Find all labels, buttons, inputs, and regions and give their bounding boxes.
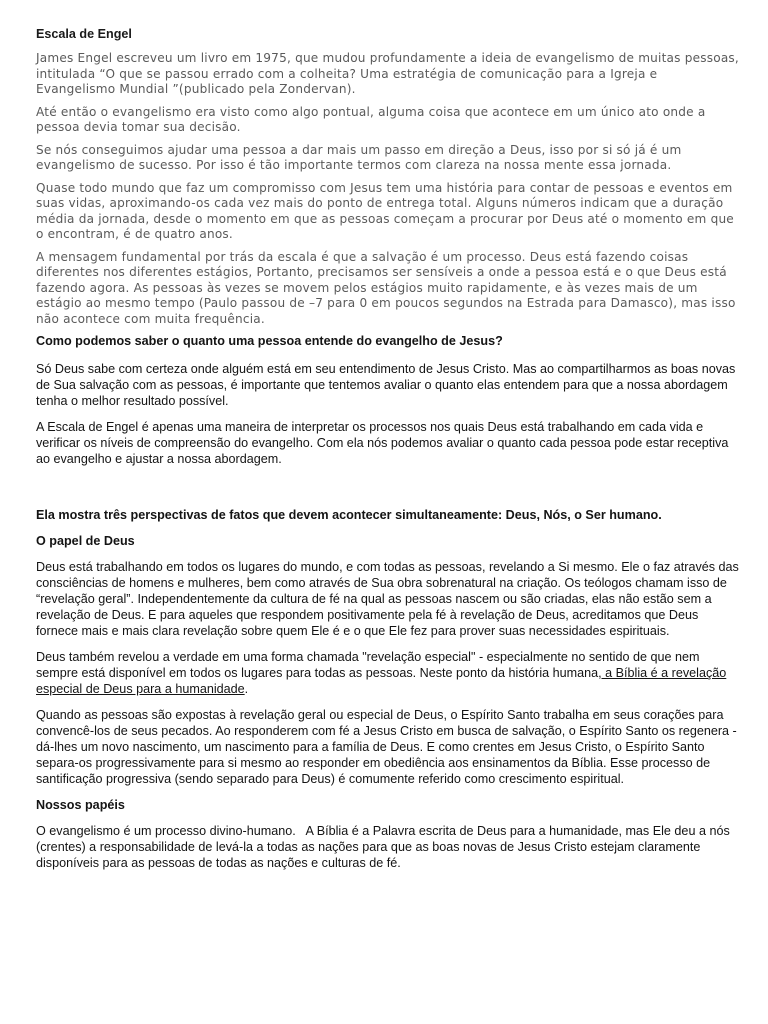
paragraph-holy-spirit: Quando as pessoas são expostas à revelação geral ou especial de Deus, o Espírito Santo trabalha em seus corações para convencê-los de seus pecados. Ao responderem com fé a Jesus Cristo em busca de salvação, o Espírito Santo os regenera - dá-lhes um novo nascimento, um nascimento para a família de Deus. E como crentes em Jesus Cristo, o Espírito Santo separa-os progressivamente para si mesmo ao responder em obediência aos ensinamentos da Bíblia. Esse processo de santificação progressiva (sendo separado para Deus) é comumente referido como crescimento espiritual.	[36, 708, 737, 786]
blank-line	[36, 475, 740, 507]
special-revelation-text: Deus também revelou a verdade em uma forma chamada "revelação especial" - especialmente no sentido de que nem sempre está disponível em todos os lugares para todas as pessoas. Neste ponto da história humana	[36, 650, 700, 680]
role-of-god-heading: O papel de Deus	[36, 534, 135, 548]
document-title: Escala de Engel	[36, 27, 132, 41]
perspectives-heading: Ela mostra três perspectivas de fatos que devem acontecer simultaneamente: Deus, Nós, o Ser humano.	[36, 508, 662, 522]
paragraph-evangelism-pontual: Até então o evangelismo era visto como algo pontual, alguma coisa que acontece em um único ato onde a pessoa devia tomar sua decisão.	[36, 104, 706, 134]
paragraph-god-working: Deus está trabalhando em todos os lugares do mundo, e com todas as pessoas, revelando a Si mesmo. Ele o faz através das consciências de homens e mulheres, bem como através de Sua obra sobrenatural na criação. Os teólogos chamam isso de “revelação geral”. Independentemente da cultura de fé na qual as pessoas nascem ou são criadas, elas não estão sem a revelação de Deus. E para aqueles que respondem positivamente pela fé à revelação de Deus, acreditamos que Deus fornece mais e mais clara revelação sobre quem Ele é e o que Ele fez para prover suas necessidades espirituais.	[36, 560, 739, 638]
paragraph-engel-scale: A Escala de Engel é apenas uma maneira de interpretar os processos nos quais Deus está trabalhando em cada vida e verificar os níveis de compreensão do evangelho. Com ela nós podemos avaliar o quanto cada pessoa pode estar receptiva ao evangelho e ajustar a nossa abordagem.	[36, 420, 729, 466]
paragraph-only-god-knows: Só Deus sabe com certeza onde alguém está em seu entendimento de Jesus Cristo. Mas ao compartilharmos as boas novas de Sua salvação com as pessoas, é importante que tentemos avaliar o quanto elas entendem para que a nossa abordagem tenha o melhor resultado possível.	[36, 362, 736, 408]
paragraph-commitment-story: Quase todo mundo que faz um compromisso com Jesus tem uma história para contar de pessoas e eventos em suas vidas, aproximando-os cada vez mais do ponto de entrega total. Alguns números indicam que a duração média da jornada, desde o momento em que as pessoas começam a procurar por Deus até o momento em que o encontram, é de quatro anos.	[36, 180, 734, 241]
document-page	[36, 26, 740, 879]
question-heading: Como podemos saber o quanto uma pessoa entende do evangelho de Jesus?	[36, 334, 503, 348]
special-revelation-period: .	[244, 682, 249, 696]
paragraph-next-step: Se nós conseguimos ajudar uma pessoa a dar mais um passo em direção a Deus, isso por si só já é um evangelismo de sucesso. Por isso é tão importante termos com clareza na nossa mente essa jornada.	[36, 142, 682, 172]
paragraph-evangelism-divine-human: O evangelismo é um processo divino-humano. A Bíblia é a Palavra escrita de Deus para a humanidade, mas Ele deu a nós (crentes) a responsabilidade de levá-la a todas as nações para que as boas novas de Jesus Cristo estejam claramente disponíveis para as pessoas de todas as nações e culturas de fé.	[36, 824, 734, 870]
paragraph-james-engel: James Engel escreveu um livro em 1975, que mudou profundamente a ideia de evangelismo de muitas pessoas, intitulada “O que se passou errado com a colheita? Uma estratégia de comunicação para a Igreja e Evangelismo Mundial ”(publicado pela Zondervan).	[36, 51, 739, 96]
our-roles-heading: Nossos papéis	[36, 798, 125, 812]
paragraph-special-revelation	[36, 649, 740, 697]
bible-special-revelation-underlined: , a Bíblia é a revelação especial de Deus para a humanidade	[36, 666, 727, 696]
paragraph-salvation-process: A mensagem fundamental por trás da escala é que a salvação é um processo. Deus está fazendo coisas diferentes nos diferentes estágios, Portanto, precisamos ser sensíveis a onde a pessoa está e o que Deus está fazendo agora. As pessoas às vezes se movem pelos estágios muito rapidamente, e às vezes mais de um estágio ao mesmo tempo (Paulo passou de –7 para 0 em poucos segundos na Estrada para Damasco), mas isso não acontece com muita frequência.	[36, 249, 736, 326]
